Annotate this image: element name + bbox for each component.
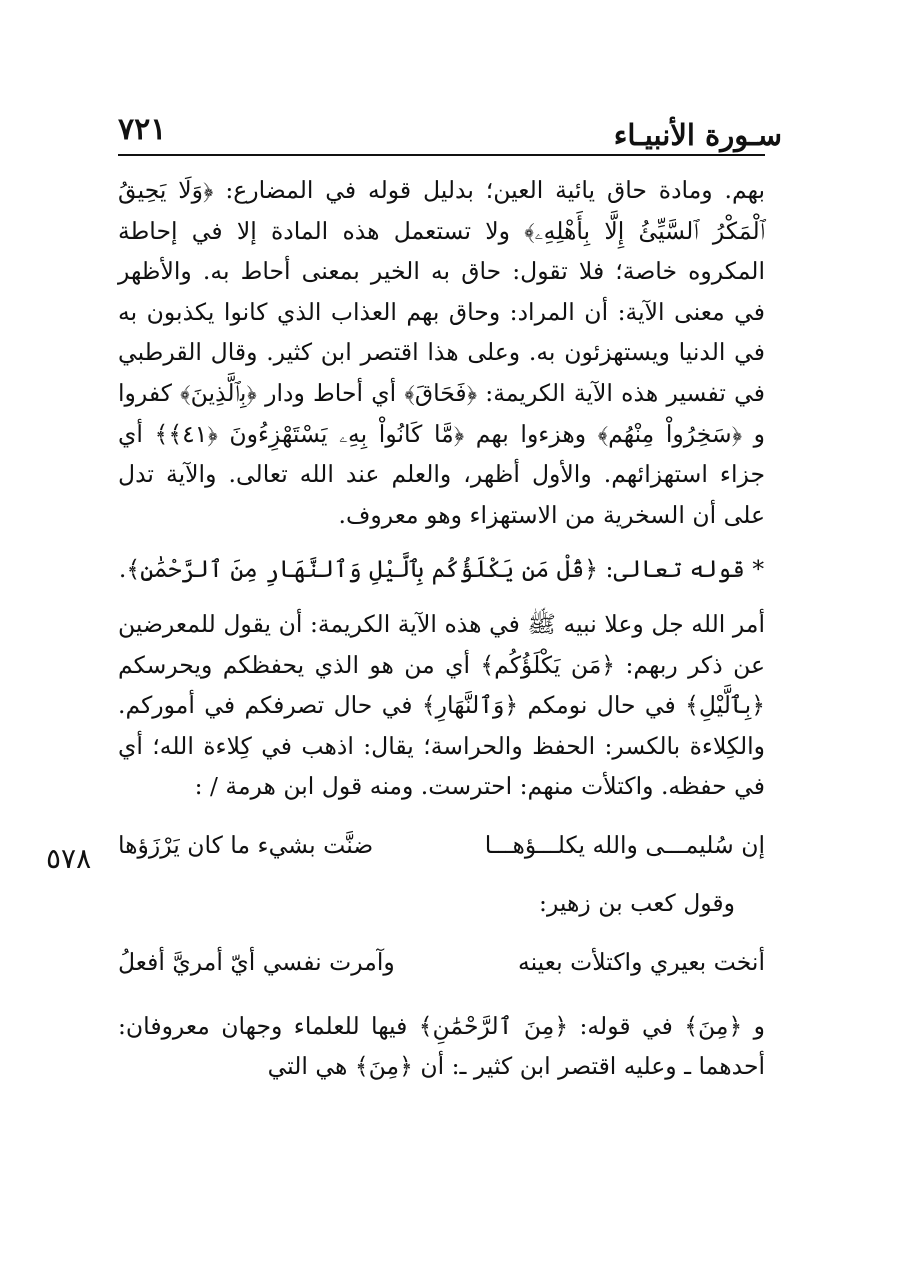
running-header-title: سـورة الأنبيـاء xyxy=(613,118,782,152)
poetry-verse-2 xyxy=(118,938,765,986)
poetry-verse-1 xyxy=(118,821,765,869)
paragraph-1: بهم. ومادة حاق يائية العين؛ بدليل قوله في المضارع: ﴿وَلَا يَحِيقُ ٱلْمَكْرُ ٱلسَّيِّئُ إِلَّا بِأَهْلِهِۦ﴾ ولا تستعمل هذه المادة إلا في إحاطة المكروه خاصة؛ فلا تقول: حاق به الخير بمعنى أحاط به. والأظهر في معنى الآية: أن المراد: وحاق بهم العذاب الذي كانوا يكذبون به في الدنيا ويستهزئون به. وعلى هذا اقتصر ابن كثير. وقال القرطبي في تفسير هذه الآية الكريمة: ﴿فَحَاقَ﴾ أي أحاط ودار ﴿بِٱلَّذِينَ﴾ كفروا و ﴿سَخِرُواْ مِنْهُم﴾ وهزءوا بهم ﴿مَّا كَانُواْ بِهِۦ يَسْتَهْزِءُونَ ﴿٤١﴾﴾ أي جزاء استهزائهم. والأول أظهر، والعلم عند الله تعالى. والآية تدل على أن السخرية من الاستهزاء وهو معروف. xyxy=(118,176,765,529)
verse-1-first-hemistich: إن سُليمـــى والله يكلـــؤهـــا xyxy=(484,830,765,859)
verse-1-second-hemistich: ضنَّت بشيء ما كان يَرْزَؤها xyxy=(118,830,374,859)
header-divider xyxy=(118,154,765,156)
verse-heading: * قوله تعالى: ﴿قُلْ مَن يَكْلَؤُكُم بِٱلَّيْلِ وَٱلنَّهَارِ مِنَ ٱلرَّحْمَٰنِ﴾. xyxy=(118,555,765,584)
verse-2-first-hemistich: أنخت بعيري واكتلأت بعينه xyxy=(517,947,765,976)
page-body xyxy=(118,170,765,1087)
page-number: ٧٢١ xyxy=(118,112,167,147)
margin-reference-number: ٥٧٨ xyxy=(46,842,92,875)
poetry-intro: وقول كعب بن زهير: xyxy=(539,888,735,917)
verse-2-second-hemistich: وآمرت نفسي أيّ أمريَّ أفعلُ xyxy=(118,947,395,976)
paragraph-3: و ﴿مِنَ﴾ في قوله: ﴿مِنَ ٱلرَّحْمَٰنِ﴾ فيها للعلماء وجهان معروفان: أحدهما ـ وعليه اقتصر ابن كثير ـ: أن ﴿مِنَ﴾ هي التي xyxy=(118,1011,765,1081)
paragraph-2: أمر الله جل وعلا نبيه ﷺ في هذه الآية الكريمة: أن يقول للمعرضين عن ذكر ربهم: ﴿مَن يَكْلَؤُكُم﴾ أي من هو الذي يحفظكم ويحرسكم ﴿بِٱلَّيْلِ﴾ في حال نومكم ﴿وَٱلنَّهَارِ﴾ في حال تصرفكم في أموركم. والكِلاءة بالكسر: الحفظ والحراسة؛ يقال: اذهب في كِلاءة الله؛ أي في حفظه. واكتلأت منهم: احترست. ومنه قول ابن هرمة / : xyxy=(118,609,765,801)
